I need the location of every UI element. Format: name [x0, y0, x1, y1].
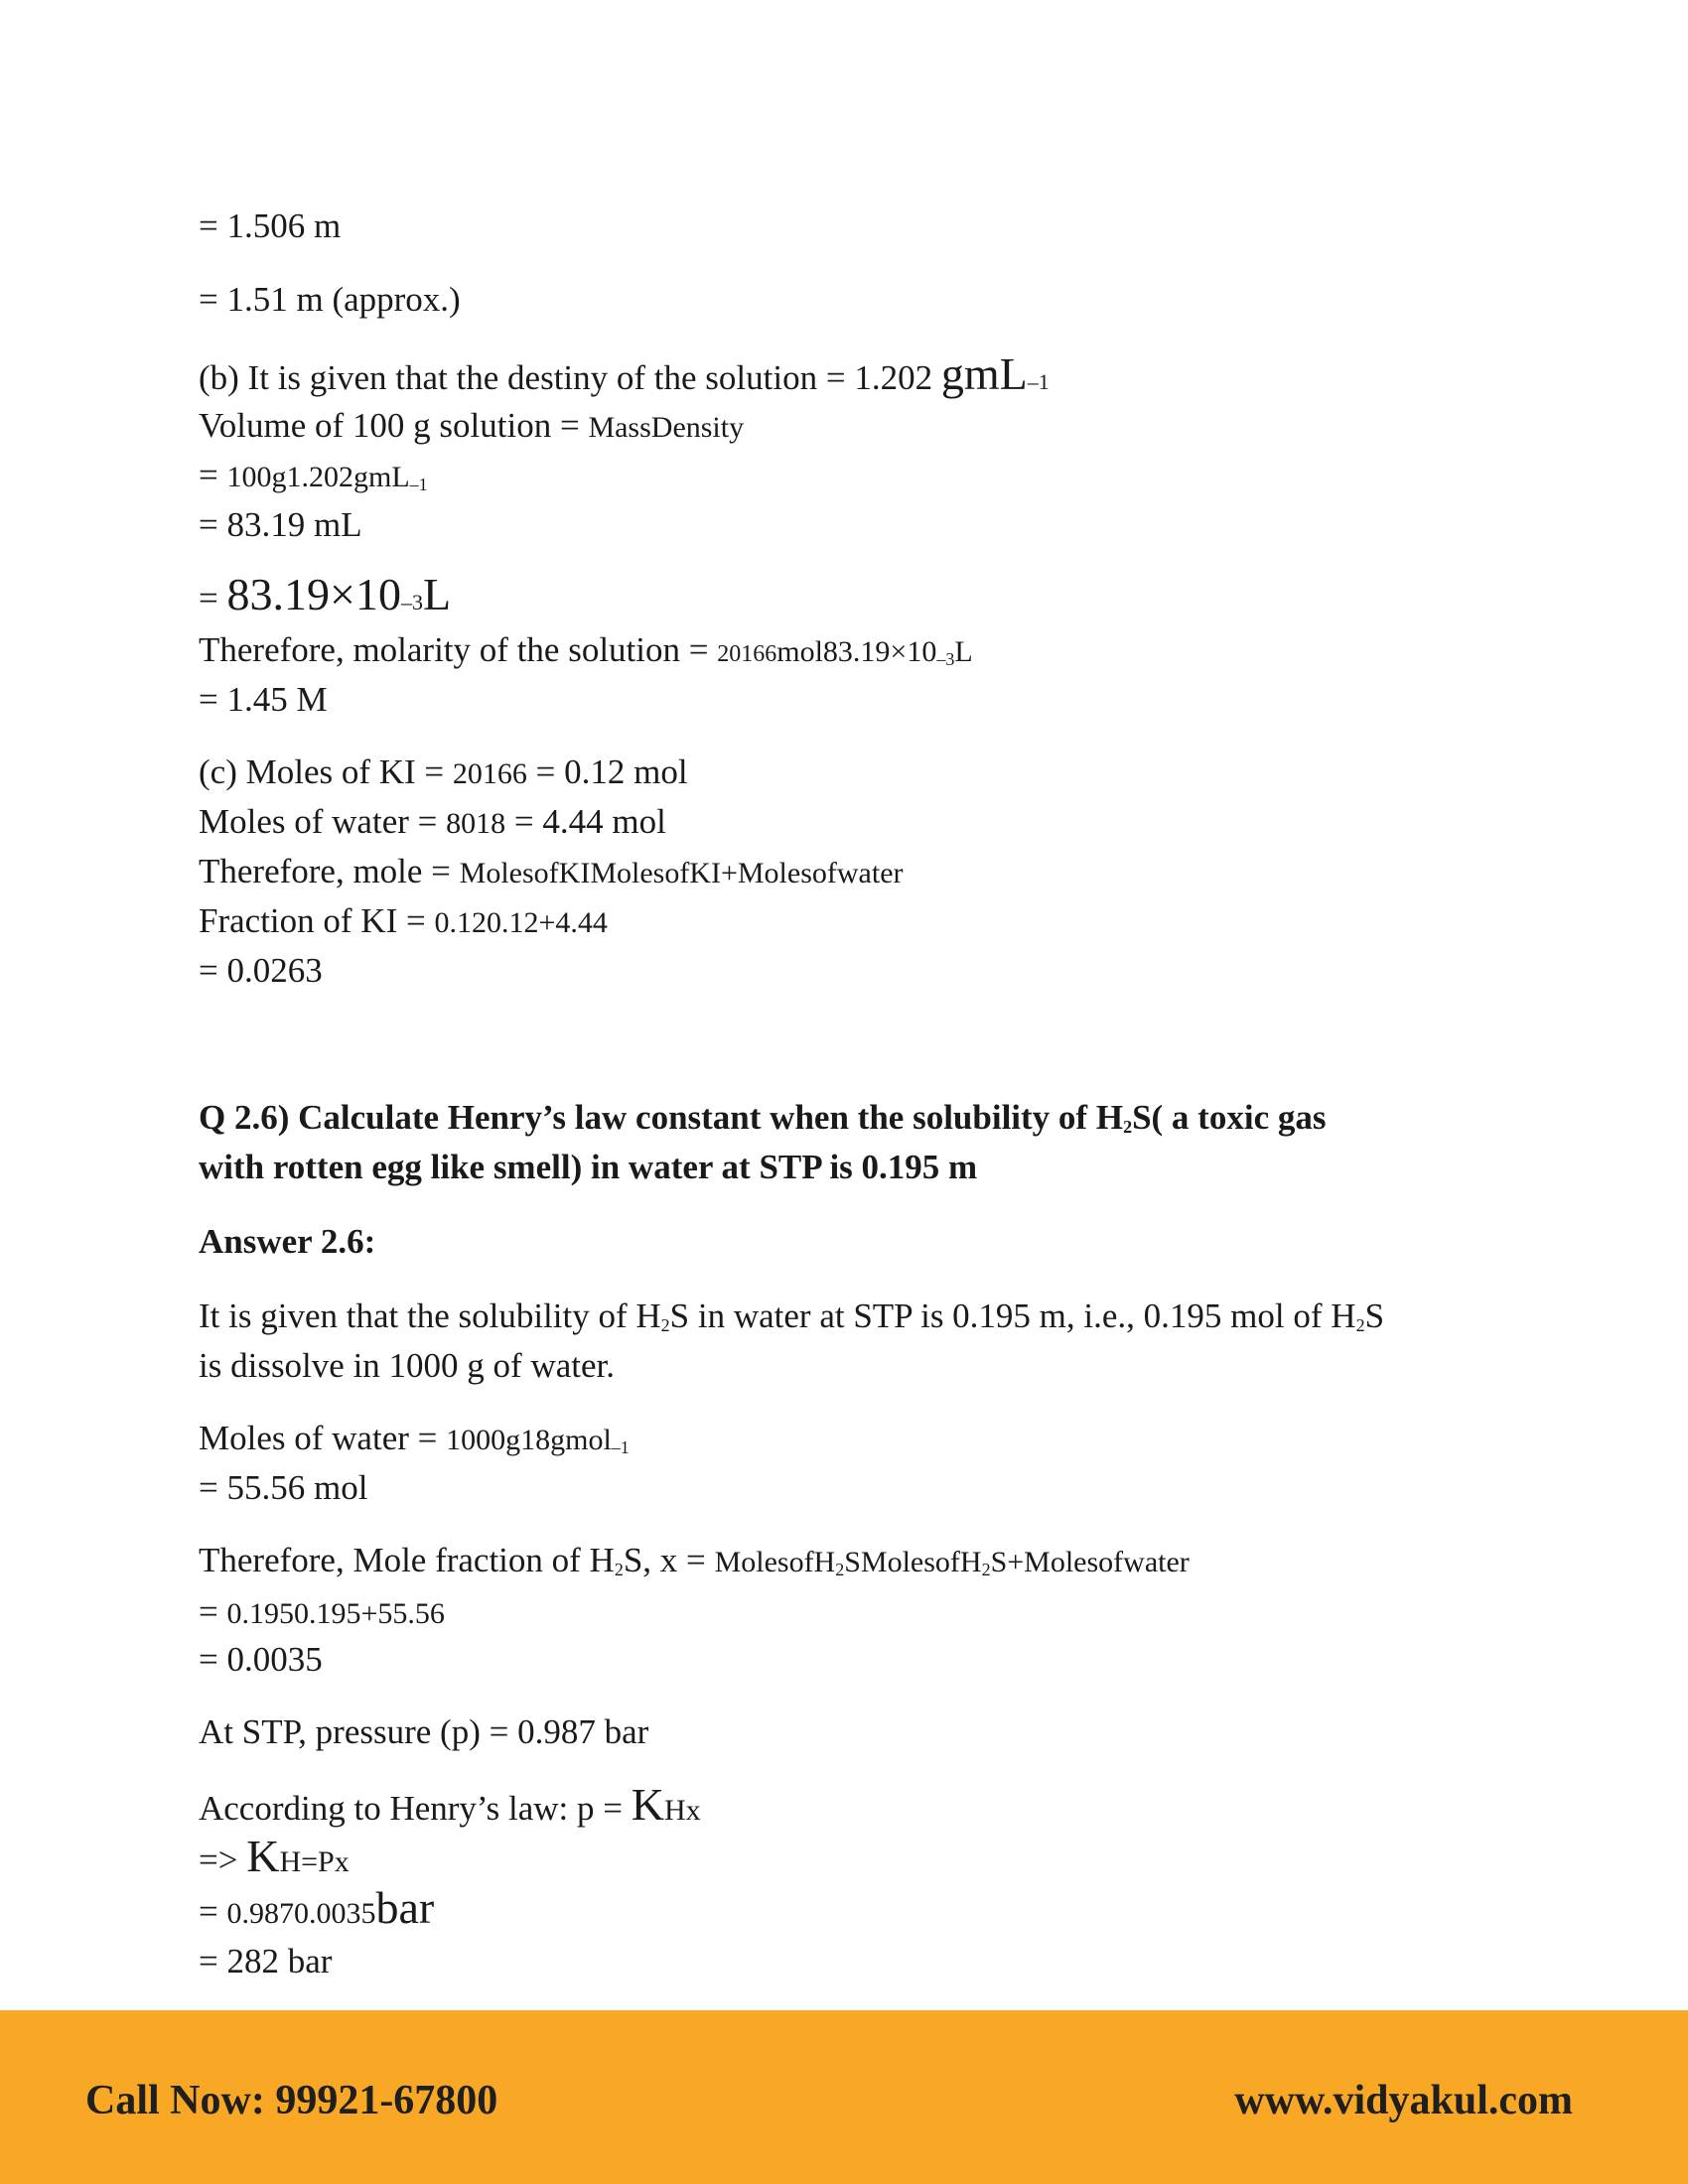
kh-calc: = 0.9870.0035bar	[199, 1882, 435, 1933]
volume-ml: = 83.19 mL	[199, 505, 362, 544]
molality-result: = 1.506 m	[199, 206, 342, 245]
answer-heading: Answer 2.6:	[199, 1222, 376, 1261]
volume-formula: Volume of 100 g solution = MassDensity	[199, 406, 745, 445]
kh-formula: => KH=Px	[199, 1831, 350, 1881]
mole-fraction-h2s: Therefore, Mole fraction of $H_2S$, x = MolesofH$_2$SMolesofH$_2$S+Molesofwater	[199, 1541, 1190, 1579]
stp-pressure: At STP, pressure (p) = 0.987 bar	[199, 1712, 649, 1751]
moles-water-result: = 55.56 mol	[199, 1468, 368, 1507]
footer-bar	[0, 2010, 1688, 2184]
answer-para-line1: It is given that the solubility of $H_2S$ in water at STP is 0.195 m, i.e., 0.195 mol of $H_2S$	[199, 1297, 1385, 1335]
mole-fraction-result: = 0.0035	[199, 1640, 323, 1679]
part-b-density: (b) It is given that the destiny of the solution = 1.202 gmL–1	[199, 348, 1050, 399]
part-c-moles-ki: (c) Moles of KI = 20166 = 0.12 mol	[199, 752, 688, 791]
question-2-6-line1: Q 2.6) Calculate Henry’s law constant when the solubility of $H_2S$( a toxic gas	[199, 1098, 1327, 1137]
molarity-result: = 1.45 M	[199, 680, 328, 719]
henry-law: According to Henry’s law: p = KHx	[199, 1779, 701, 1830]
kh-result: = 282 bar	[199, 1942, 333, 1980]
fraction-result: = 0.0263	[199, 951, 323, 990]
question-2-6-line2: with rotten egg like smell) in water at STP is 0.195 m	[199, 1148, 978, 1186]
volume-litre: = 83.19×10–3L	[199, 569, 452, 619]
molarity-formula: Therefore, molarity of the solution = $20166mol83.19\times 10_{-3}L$	[199, 630, 973, 669]
moles-water: Moles of water = 8018 = 4.44 mol	[199, 802, 666, 841]
mole-fraction-calc: = 0.1950.195+55.56	[199, 1592, 445, 1631]
moles-water-formula: Moles of water = 1000g18gmol$_{-1}$	[199, 1419, 630, 1457]
fraction-ki: Fraction of KI = 0.120.12+4.44	[199, 901, 608, 940]
answer-para-line2: is dissolve in 1000 g of water.	[199, 1346, 615, 1385]
call-now-phone[interactable]: Call Now: 99921-67800	[85, 2078, 498, 2123]
molality-approx: = 1.51 m (approx.)	[199, 280, 461, 319]
volume-calc: = 100g1.202gmL$_{-1}$	[199, 456, 428, 494]
mole-fraction-formula: Therefore, mole = MolesofKIMolesofKI+Molesofwater	[199, 852, 904, 890]
website-link[interactable]: www.vidyakul.com	[1234, 2078, 1573, 2123]
